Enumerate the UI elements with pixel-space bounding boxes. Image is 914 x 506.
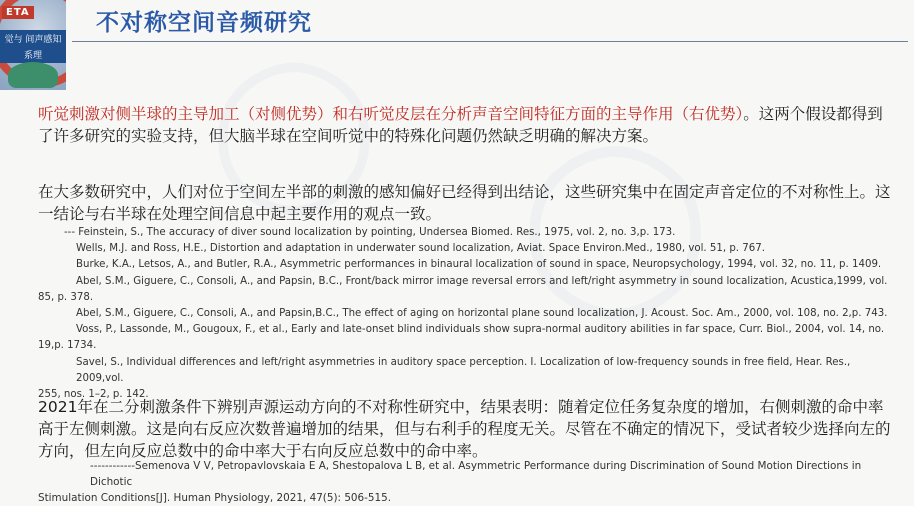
reference-item-continuation: 19,p. 1734.: [38, 340, 97, 352]
highlighted-text: 听觉刺激对侧半球的主导加工（对侧优势）和右听觉皮层在分析声音空间特征方面的主导作用（右优势）: [38, 105, 744, 123]
reference-item-continuation: 85, p. 378.: [38, 291, 94, 303]
reference-item: Savel, S., Individual differences and left/right asymmetries in auditory space perception. I. Localization of low-frequency sounds in free field, Hear. Res., 2009,vol.: [76, 356, 851, 384]
paragraph-2021-study: 2021年在二分刺激条件下辨别声源运动方向的不对称性研究中，结果表明：随着定位任务复杂度的增加，右侧刺激的命中率高于左侧刺激。这是向右反应次数普遍增加的结果，但与右利手的程度无关。尽管在不确定的情况下，受试者较少选择向左的方向，但左向反应总数中的命中率大于右向反应总数中的命中率。: [38, 398, 891, 460]
logo-leaf: [8, 62, 58, 88]
citation-line: ------------Semenova V V, Petropavlovskaia E A, Shestopalova L B, et al. Asymmetric Performance during Discrimination of Sound Motion Directions in Dichotic: [90, 460, 862, 488]
reference-item: Wells, M.J. and Ross, H.E., Distortion and adaptation in underwater sound localization, Aviat. Space Environ.Med., 1980, vol. 51, p. 767.: [76, 243, 765, 255]
paragraph-text: 。这两个假设都得到了许多研究的实验支持，但大脑半球在空间听觉中的特殊化问题仍然缺乏明确的解决方案。: [38, 105, 883, 145]
reference-item: Abel, S.M., Giguere, C., Consoli, A., and Papsin, B.C., Front/back mirror image reversal errors and left/right asymmetry in sound localization, Acustica,1999, vol.: [76, 275, 888, 287]
logo-text-line: 系理: [0, 46, 66, 63]
study-citation: [38, 458, 894, 506]
slide-title: 不对称空间音频研究: [96, 10, 312, 36]
reference-item: Voss, P., Lassonde, M., Gougoux, F., et al., Early and late-onset blind individuals show supra-normal auditory abilities in far space, Curr. Biol., 2004, vol. 14, no.: [76, 324, 885, 336]
watermark-shape: ◯: [520, 120, 711, 318]
title-divider: [72, 41, 908, 42]
logo-text-line: 觉与 间声感知: [0, 30, 66, 47]
reference-item: Burke, K.A., Letsos, A., and Butler, R.A., Asymmetric performances in binaural localization of sound in space, Neuropsychology, 1994, vol. 32, no. 11, p. 1409.: [76, 259, 882, 271]
reference-list: [38, 225, 894, 403]
reference-item: --- Feinstein, S., The accuracy of diver sound localization by pointing, Undersea Biomed. Res., 1975, vol. 2, no. 3,p. 173.: [64, 227, 676, 238]
institution-logo: [0, 0, 66, 90]
watermark-shape: ◯: [210, 40, 378, 214]
citation-line: Stimulation Conditions[J]. Human Physiology, 2021, 47(5): 506-515.: [38, 492, 392, 504]
logo-tag: ETA: [2, 6, 34, 19]
reference-item: Abel, S.M., Giguere, C., Consoli, A., and Papsin,B.C., The effect of aging on horizontal plane sound localization, J. Acoust. Soc. Am., 2000, vol. 108, no. 2,p. 743.: [76, 308, 888, 320]
paragraph-hypotheses: [38, 103, 892, 147]
paragraph-left-preference: 在大多数研究中，人们对位于空间左半部的刺激的感知偏好已经得到出结论，这些研究集中在固定声音定位的不对称性上。这一结论与右半球在处理空间信息中起主要作用的观点一致。: [38, 183, 891, 223]
reference-item-continuation: 255, nos. 1–2, p. 142.: [38, 389, 149, 401]
